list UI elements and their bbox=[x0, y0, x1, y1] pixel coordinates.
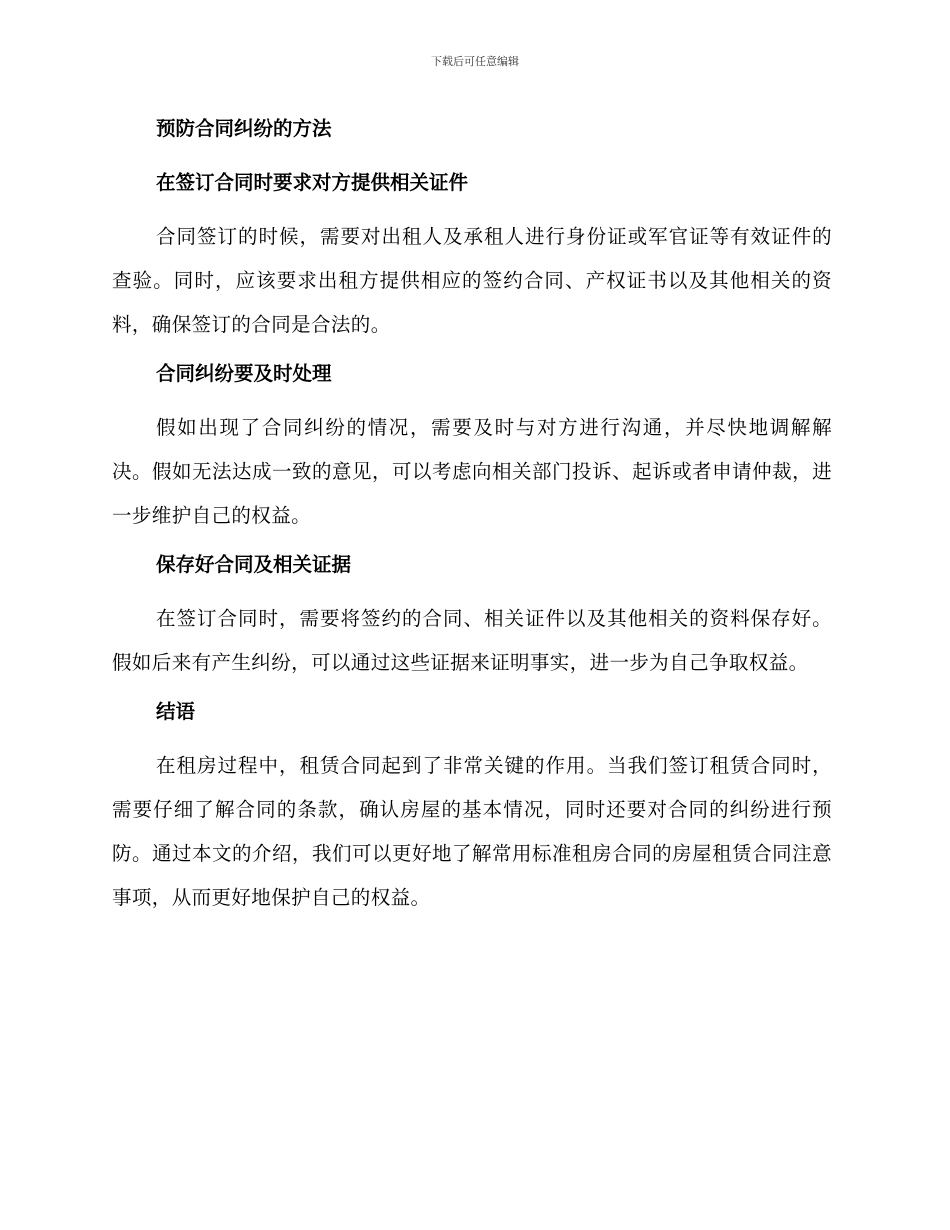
section-heading-documents: 在签订合同时要求对方提供相关证件 bbox=[156, 171, 469, 194]
section-heading-prevention: 预防合同纠纷的方法 bbox=[156, 117, 332, 140]
section-paragraph-documents: 合同签订的时候，需要对出租人及承租人进行身份证或军官证等有效证件的查验。同时，应该要求出租方提供相应的签约合同、产权证书以及其他相关的资料，确保签订的合同是合法的。 bbox=[112, 225, 832, 336]
section-heading-conclusion: 结语 bbox=[156, 700, 196, 723]
section-paragraph-dispute: 假如出现了合同纠纷的情况，需要及时与对方进行沟通，并尽快地调解解决。假如无法达成一致的意见，可以考虑向相关部门投诉、起诉或者申请仲裁，进一步维护自己的权益。 bbox=[112, 416, 832, 527]
section-heading-dispute: 合同纠纷要及时处理 bbox=[156, 362, 332, 385]
section-heading-evidence: 保存好合同及相关证据 bbox=[156, 553, 352, 576]
section-paragraph-evidence: 在签订合同时，需要将签约的合同、相关证件以及其他相关的资料保存好。假如后来有产生纠纷，可以通过这些证据来证明事实，进一步为自己争取权益。 bbox=[112, 607, 832, 674]
header-note: 下载后可任意编辑 bbox=[431, 55, 519, 68]
section-paragraph-conclusion: 在租房过程中，租赁合同起到了非常关键的作用。当我们签订租赁合同时，需要仔细了解合同的条款，确认房屋的基本情况，同时还要对合同的纠纷进行预防。通过本文的介绍，我们可以更好地了解常用标准租房合同的房屋租赁合同注意事项，从而更好地保护自己的权益。 bbox=[112, 754, 832, 909]
document-body bbox=[112, 112, 832, 930]
